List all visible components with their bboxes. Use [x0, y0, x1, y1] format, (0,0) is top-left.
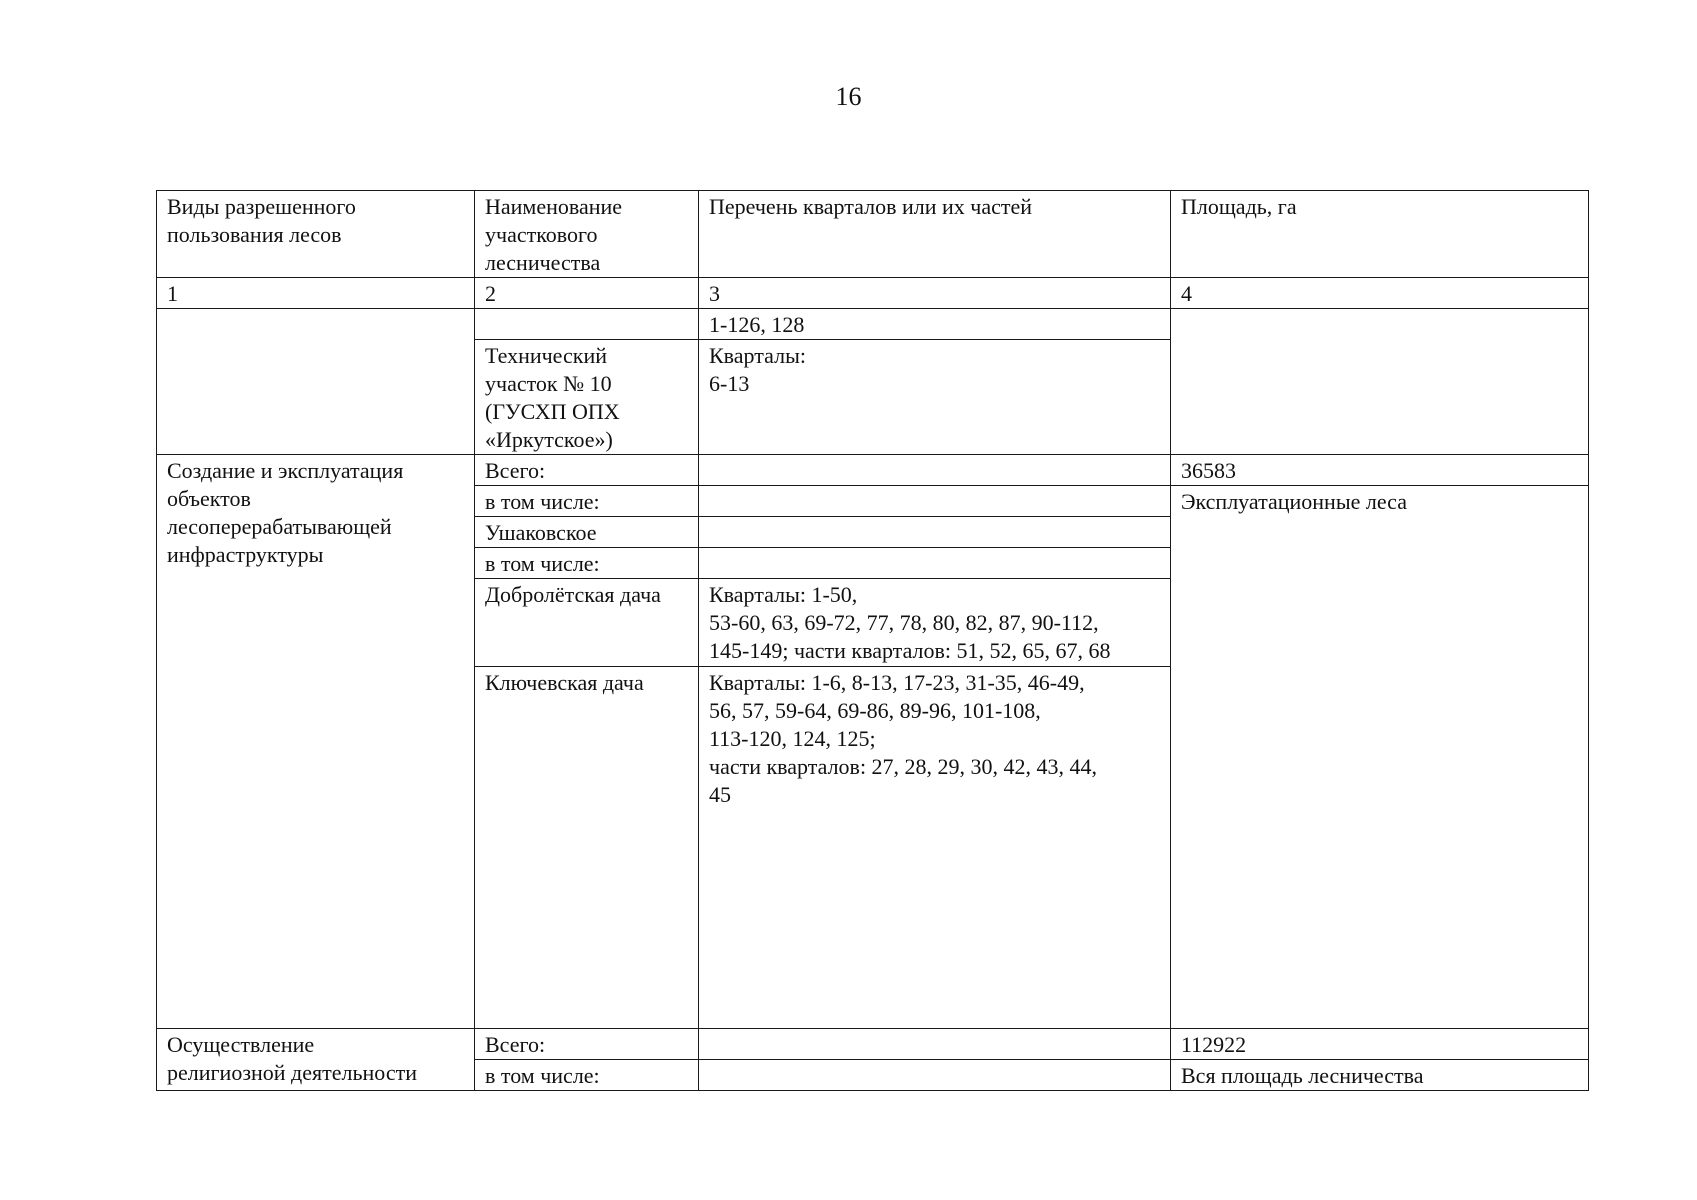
- header-area: Площадь, га: [1171, 191, 1589, 278]
- header-district: Наименование участкового лесничества: [475, 191, 699, 278]
- use-type-religious: Осуществление религиозной деятельности: [157, 1029, 475, 1091]
- total-area: 36583: [1171, 455, 1589, 486]
- dacha-quarters: Кварталы: 1-50, 53-60, 63, 69-72, 77, 78, 80, 82, 87, 90-112, 145-149; части кварталов: 51, 52, 65, 67, 68: [699, 579, 1171, 667]
- header-quarters: Перечень кварталов или их частей: [699, 191, 1171, 278]
- column-number-1: 1: [157, 278, 475, 309]
- total-area: 112922: [1171, 1029, 1589, 1060]
- dacha-name: Добролётская дача: [475, 579, 699, 667]
- total-label: Всего:: [475, 455, 699, 486]
- total-quarters-empty: [699, 1029, 1171, 1060]
- table-row: [157, 1029, 1589, 1060]
- dacha-name: Ключевская дача: [475, 667, 699, 1029]
- total-label: Всего:: [475, 1029, 699, 1060]
- use-type-continued: [157, 309, 475, 455]
- including-label: в том числе:: [475, 1060, 699, 1091]
- district-name: Ушаковское: [475, 517, 699, 548]
- column-number-3: 3: [699, 278, 1171, 309]
- tech-site-quarters: Кварталы: 6-13: [699, 340, 1171, 455]
- column-number-2: 2: [475, 278, 699, 309]
- including-label: в том числе:: [475, 548, 699, 579]
- table-row: [157, 455, 1589, 486]
- district-quarters-empty: [699, 517, 1171, 548]
- header-use-type: Виды разрешенного пользования лесов: [157, 191, 475, 278]
- quarters-continued: 1-126, 128: [699, 309, 1171, 340]
- including-label: в том числе:: [475, 486, 699, 517]
- total-quarters-empty: [699, 455, 1171, 486]
- area-continued: [1171, 309, 1589, 455]
- district-continued: [475, 309, 699, 340]
- including-quarters-empty: [699, 1060, 1171, 1091]
- tech-site-name: Технический участок № 10 (ГУСХП ОПХ «Иркутское»): [475, 340, 699, 455]
- column-number-row: [157, 278, 1589, 309]
- column-number-4: 4: [1171, 278, 1589, 309]
- including-quarters-empty: [699, 548, 1171, 579]
- area-note: Вся площадь лесничества: [1171, 1060, 1589, 1091]
- header-row: [157, 191, 1589, 278]
- forest-type: Эксплуатационные леса: [1171, 486, 1589, 1029]
- forest-use-table: [156, 190, 1589, 1091]
- dacha-quarters: Кварталы: 1-6, 8-13, 17-23, 31-35, 46-49, 56, 57, 59-64, 69-86, 89-96, 101-108, 113-120, 124, 125; части кварталов: 27, 28, 29, 30, 42, 43, 44, 45: [699, 667, 1171, 1029]
- use-type-infrastructure: Создание и эксплуатация объектов лесоперерабатывающей инфраструктуры: [157, 455, 475, 1029]
- including-quarters-empty: [699, 486, 1171, 517]
- table-row: [157, 309, 1589, 340]
- page-number: 16: [835, 82, 862, 111]
